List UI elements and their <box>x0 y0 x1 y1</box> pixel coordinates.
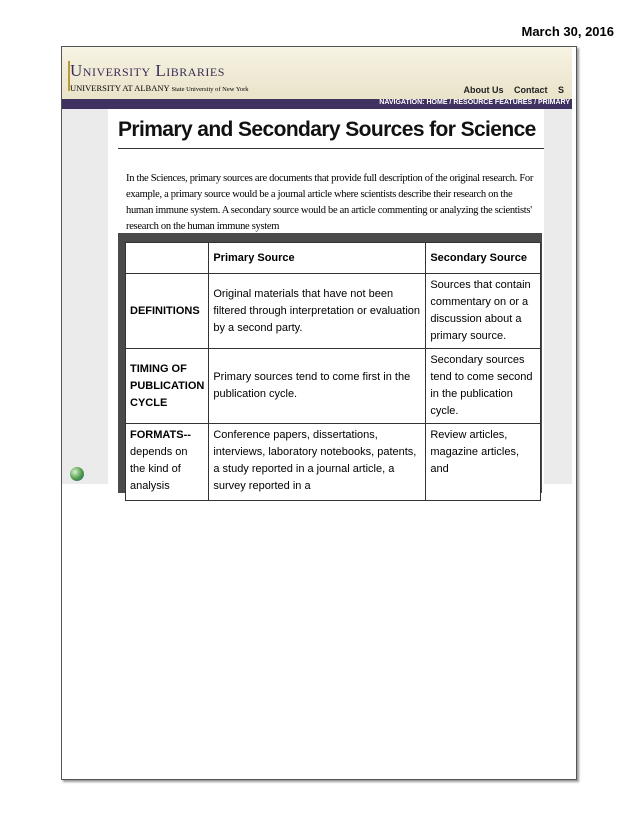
comparison-table-frame <box>118 233 542 493</box>
table-row <box>126 424 541 501</box>
definitions-secondary-cell: Sources that contain commentary on or a discussion about a primary source. <box>426 274 541 349</box>
table-header-primary: Primary Source <box>209 243 426 274</box>
globe-icon[interactable] <box>70 467 84 481</box>
row-label-timing: TIMING OF PUBLICATION CYCLE <box>126 349 209 424</box>
main-content <box>108 109 544 492</box>
formats-label: FORMATS-- <box>130 429 191 441</box>
title-divider <box>118 148 544 149</box>
slide-frame <box>61 46 577 780</box>
about-us-link[interactable]: About Us <box>463 85 504 95</box>
timing-primary-cell: Primary sources tend to come first in the publication cycle. <box>209 349 426 424</box>
table-row <box>126 274 541 349</box>
library-logo-subtitle <box>70 83 249 93</box>
embedded-screenshot <box>62 47 572 492</box>
document-date: March 30, 2016 <box>521 24 614 39</box>
comparison-table <box>125 242 541 501</box>
university-name: UNIVERSITY AT ALBANY <box>70 83 170 93</box>
truncated-link[interactable]: S <box>557 85 564 95</box>
intro-paragraph: In the Sciences, primary sources are documents that provide full description of the original research. For example, a primary source would be a journal article where scientists describe their research on the human immune system. A secondary source would be an article commenting or analyzing the scientists' research on the human immune system <box>126 173 534 232</box>
row-label-definitions: DEFINITIONS <box>126 274 209 349</box>
navigation-bar <box>62 99 572 109</box>
navigation-label: NAVIGATION: <box>379 99 425 106</box>
page-title: Primary and Secondary Sources for Science <box>118 118 536 141</box>
formats-label-detail: depends on the kind of analysis <box>130 446 188 492</box>
formats-primary-cell: Conference papers, dissertations, interviews, laboratory notebooks, patents, a study reported in a journal article, a survey reported in a <box>209 424 426 501</box>
table-header-secondary: Secondary Source <box>426 243 541 274</box>
university-system: State University of New York <box>171 86 249 93</box>
table-row <box>126 349 541 424</box>
contact-link[interactable]: Contact <box>513 85 548 95</box>
breadcrumb-path[interactable]: HOME / RESOURCE FEATURES / PRIMARY <box>426 99 570 106</box>
header-links <box>455 85 564 95</box>
definitions-primary-cell: Original materials that have not been filtered through interpretation or evaluation by a second party. <box>209 274 426 349</box>
formats-secondary-cell: Review articles, magazine articles, and <box>426 424 541 501</box>
library-logo-title[interactable]: University Libraries <box>70 61 225 80</box>
timing-secondary-cell: Secondary sources tend to come second in the publication cycle. <box>426 349 541 424</box>
row-label-formats <box>126 424 209 501</box>
table-header-empty <box>126 243 209 274</box>
site-header <box>62 47 572 99</box>
breadcrumb <box>379 99 570 106</box>
table-header-row <box>126 243 541 274</box>
